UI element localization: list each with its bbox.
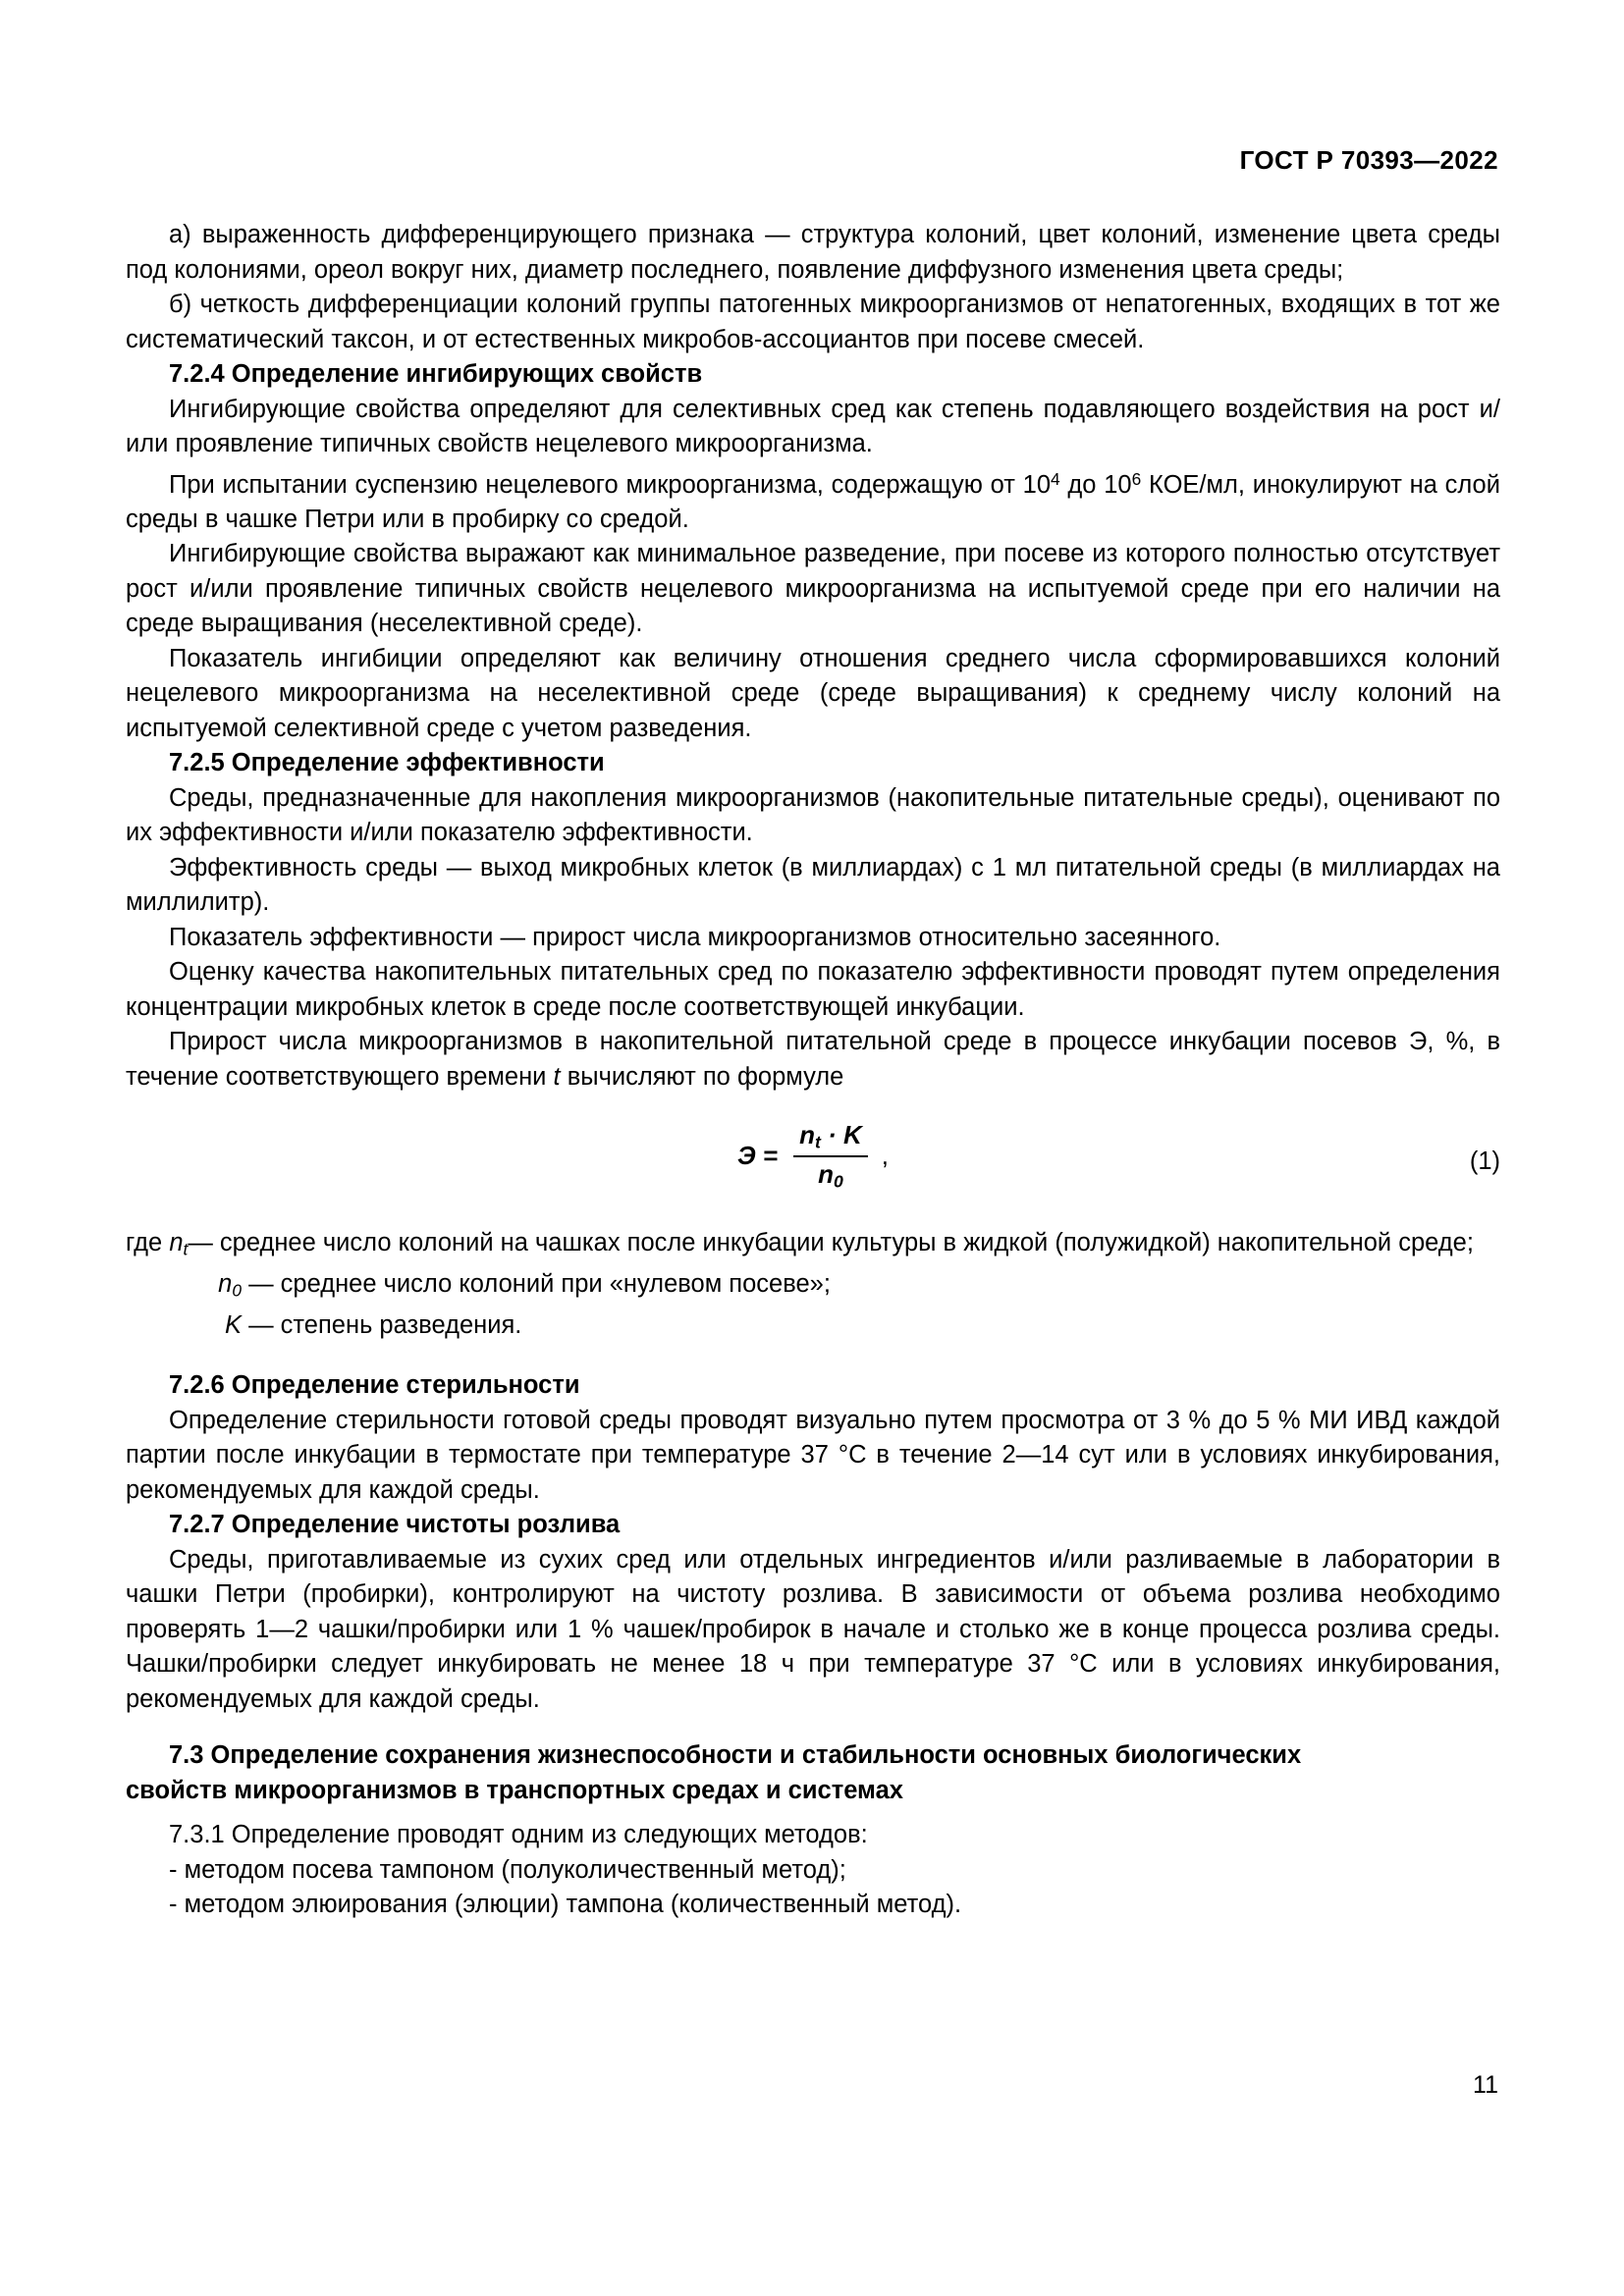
where-word: где xyxy=(126,1229,170,1257)
where-row-2 xyxy=(126,1267,1500,1308)
heading-7-2-4: 7.2.4 Определение ингибирующих свойств xyxy=(169,360,703,388)
heading-7-3-line1: 7.3 Определение сохранения жизнеспособности и стабильности основных биологических xyxy=(169,1741,1302,1770)
where-row-3 xyxy=(126,1308,1500,1344)
where-block xyxy=(126,1226,1500,1343)
formula-comma: , xyxy=(881,1141,890,1171)
where-sym-3: K xyxy=(224,1310,242,1339)
where-sym-2-sub: 0 xyxy=(232,1280,242,1301)
formula-denominator xyxy=(812,1157,849,1192)
paragraph-724-4: Показатель ингибиции определяют как величину отношения среднего числа сформировавшихся колоний нецелевого микроорганизма на неселективной среде (среде выращивания) к среднему числу колоний на испытуемой селективной среде с учетом разведения. xyxy=(126,644,1500,742)
formula-1 xyxy=(737,1120,889,1192)
where-text-2: — среднее число колоний при «нулевом посеве»; xyxy=(242,1270,831,1299)
numerator-n: n xyxy=(799,1120,815,1150)
heading-7-2-5: 7.2.5 Определение эффективности xyxy=(169,749,605,777)
paragraph-725-4: Оценку качества накопительных питательных сред по показателю эффективности проводят путем определения концентрации микробных клеток в среде после соответствующей инкубации. xyxy=(126,958,1500,1021)
paragraph-725-5 xyxy=(126,1025,1500,1095)
sup-exponent-6: 6 xyxy=(1131,468,1142,489)
heading-7-2-7: 7.2.7 Определение чистоты розлива xyxy=(169,1511,621,1539)
heading-7-2-6: 7.2.6 Определение стерильности xyxy=(169,1371,580,1400)
where-sym-1-sub: t xyxy=(183,1239,189,1259)
paragraph-725-3: Показатель эффективности — прирост числа микроорганизмов относительно засеянного. xyxy=(169,923,1221,951)
text-725-5-part2: вычисляют по формуле xyxy=(560,1062,844,1091)
paragraph-item-b: б) четкость дифференциации колоний группы патогенных микроорганизмов от непатогенных, входящих в тот же систематический таксон, и от естественных микробов-ассоциантов при посеве смесей. xyxy=(126,291,1500,353)
where-sym-1: n xyxy=(169,1229,184,1257)
where-row-1 xyxy=(126,1226,1500,1267)
paragraph-731: 7.3.1 Определение проводят одним из следующих методов: xyxy=(169,1821,868,1849)
where-sym-2-wrap xyxy=(126,1267,242,1308)
where-text-3: — степень разведения. xyxy=(242,1310,522,1339)
paragraph-731-method-b: - методом элюирования (элюции) тампона (количественный метод). xyxy=(169,1891,962,1919)
text-725-5-part1: Прирост числа микроорганизмов в накопительной питательной среде в процессе инкубации посевов Э, %, в течение соответствующего времени xyxy=(126,1028,1500,1091)
formula-fraction xyxy=(793,1120,868,1192)
paragraph-725-2: Эффективность среды — выход микробных клеток (в миллиардах) с 1 мл питательной среды (в миллиардах на миллилитр). xyxy=(126,853,1500,917)
paragraph-724-3: Ингибирующие свойства выражают как минимальное разведение, при посеве из которого полностью отсутствует рост и/или проявление типичных свойств нецелевого микроорганизма на испытуемой среде при его наличии на среде выращивания (неселективной среде). xyxy=(126,540,1500,638)
formula-block xyxy=(126,1120,1500,1204)
page-content xyxy=(126,218,1500,1923)
paragraph-724-2 xyxy=(126,462,1500,538)
page-number: 11 xyxy=(1473,2071,1498,2099)
heading-7-3-line2: свойств микроорганизмов в транспортных средах и системах xyxy=(126,1776,903,1804)
paragraph-726-1: Определение стерильности готовой среды проводят визуально путем просмотра от 3 % до 5 % МИ ИВД каждой партии после инкубации в термостате при температуре 37 °C в течение 2—14 сут или в условиях инкубирования, рекомендуемых для каждой среды. xyxy=(126,1406,1500,1504)
page-header: ГОСТ Р 70393—2022 xyxy=(1239,145,1498,175)
numerator-rest: · K xyxy=(820,1120,862,1150)
paragraph-724-1: Ингибирующие свойства определяют для селективных сред как степень подавляющего воздействия на рост и/или проявление типичных свойств нецелевого микроорганизма. xyxy=(126,395,1500,457)
text-724-2-part2: до 10 xyxy=(1059,470,1132,499)
text-724-2-part3: КОЕ/мл, инокулируют на слой среды в чашке Петри или в пробирку со средой. xyxy=(126,470,1500,533)
paragraph-item-a: а) выраженность дифференцирующего признака — структура колоний, цвет колоний, изменение цвета среды под колониями, ореол вокруг них, диаметр последнего, появление диффузного изменения цвета среды; xyxy=(126,221,1500,284)
where-text-1: — среднее число колоний на чашках после инкубации культуры в жидкой (полужидкой) накопительной среде; xyxy=(188,1229,1474,1257)
denominator-n: n xyxy=(818,1158,834,1189)
where-label xyxy=(126,1226,188,1267)
formula-numerator xyxy=(793,1120,868,1154)
denominator-subscript: 0 xyxy=(833,1171,843,1192)
formula-lhs: Э = xyxy=(736,1141,779,1171)
sup-exponent-4: 4 xyxy=(1051,468,1060,489)
where-sym-3-wrap xyxy=(126,1308,242,1344)
text-724-2-part1: При испытании суспензию нецелевого микроорганизма, содержащую от 10 xyxy=(169,470,1052,499)
numerator-subscript: t xyxy=(814,1132,821,1152)
paragraph-731-method-a: - методом посева тампоном (полуколичественный метод); xyxy=(169,1855,846,1884)
paragraph-727-1: Среды, приготавливаемые из сухих сред или отдельных ингредиентов и/или разливаемые в лаборатории в чашки Петри (пробирки), контролируют на чистоту розлива. В зависимости от объема розлива необходимо проверять 1—2 чашки/пробирки или 1 % чашек/пробирок в начале и столько же в конце процесса розлива среды. Чашки/пробирки следует инкубировать не менее 18 ч при температуре 37 °C или в условиях инкубирования, рекомендуемых для каждой среды. xyxy=(126,1545,1500,1713)
variable-t: t xyxy=(553,1062,561,1091)
paragraph-725-1: Среды, предназначенные для накопления микроорганизмов (накопительные питательные среды), оценивают по их эффективности и/или показателю эффективности. xyxy=(126,783,1500,847)
formula-number: (1) xyxy=(1469,1148,1500,1176)
where-sym-2: n xyxy=(218,1270,233,1299)
